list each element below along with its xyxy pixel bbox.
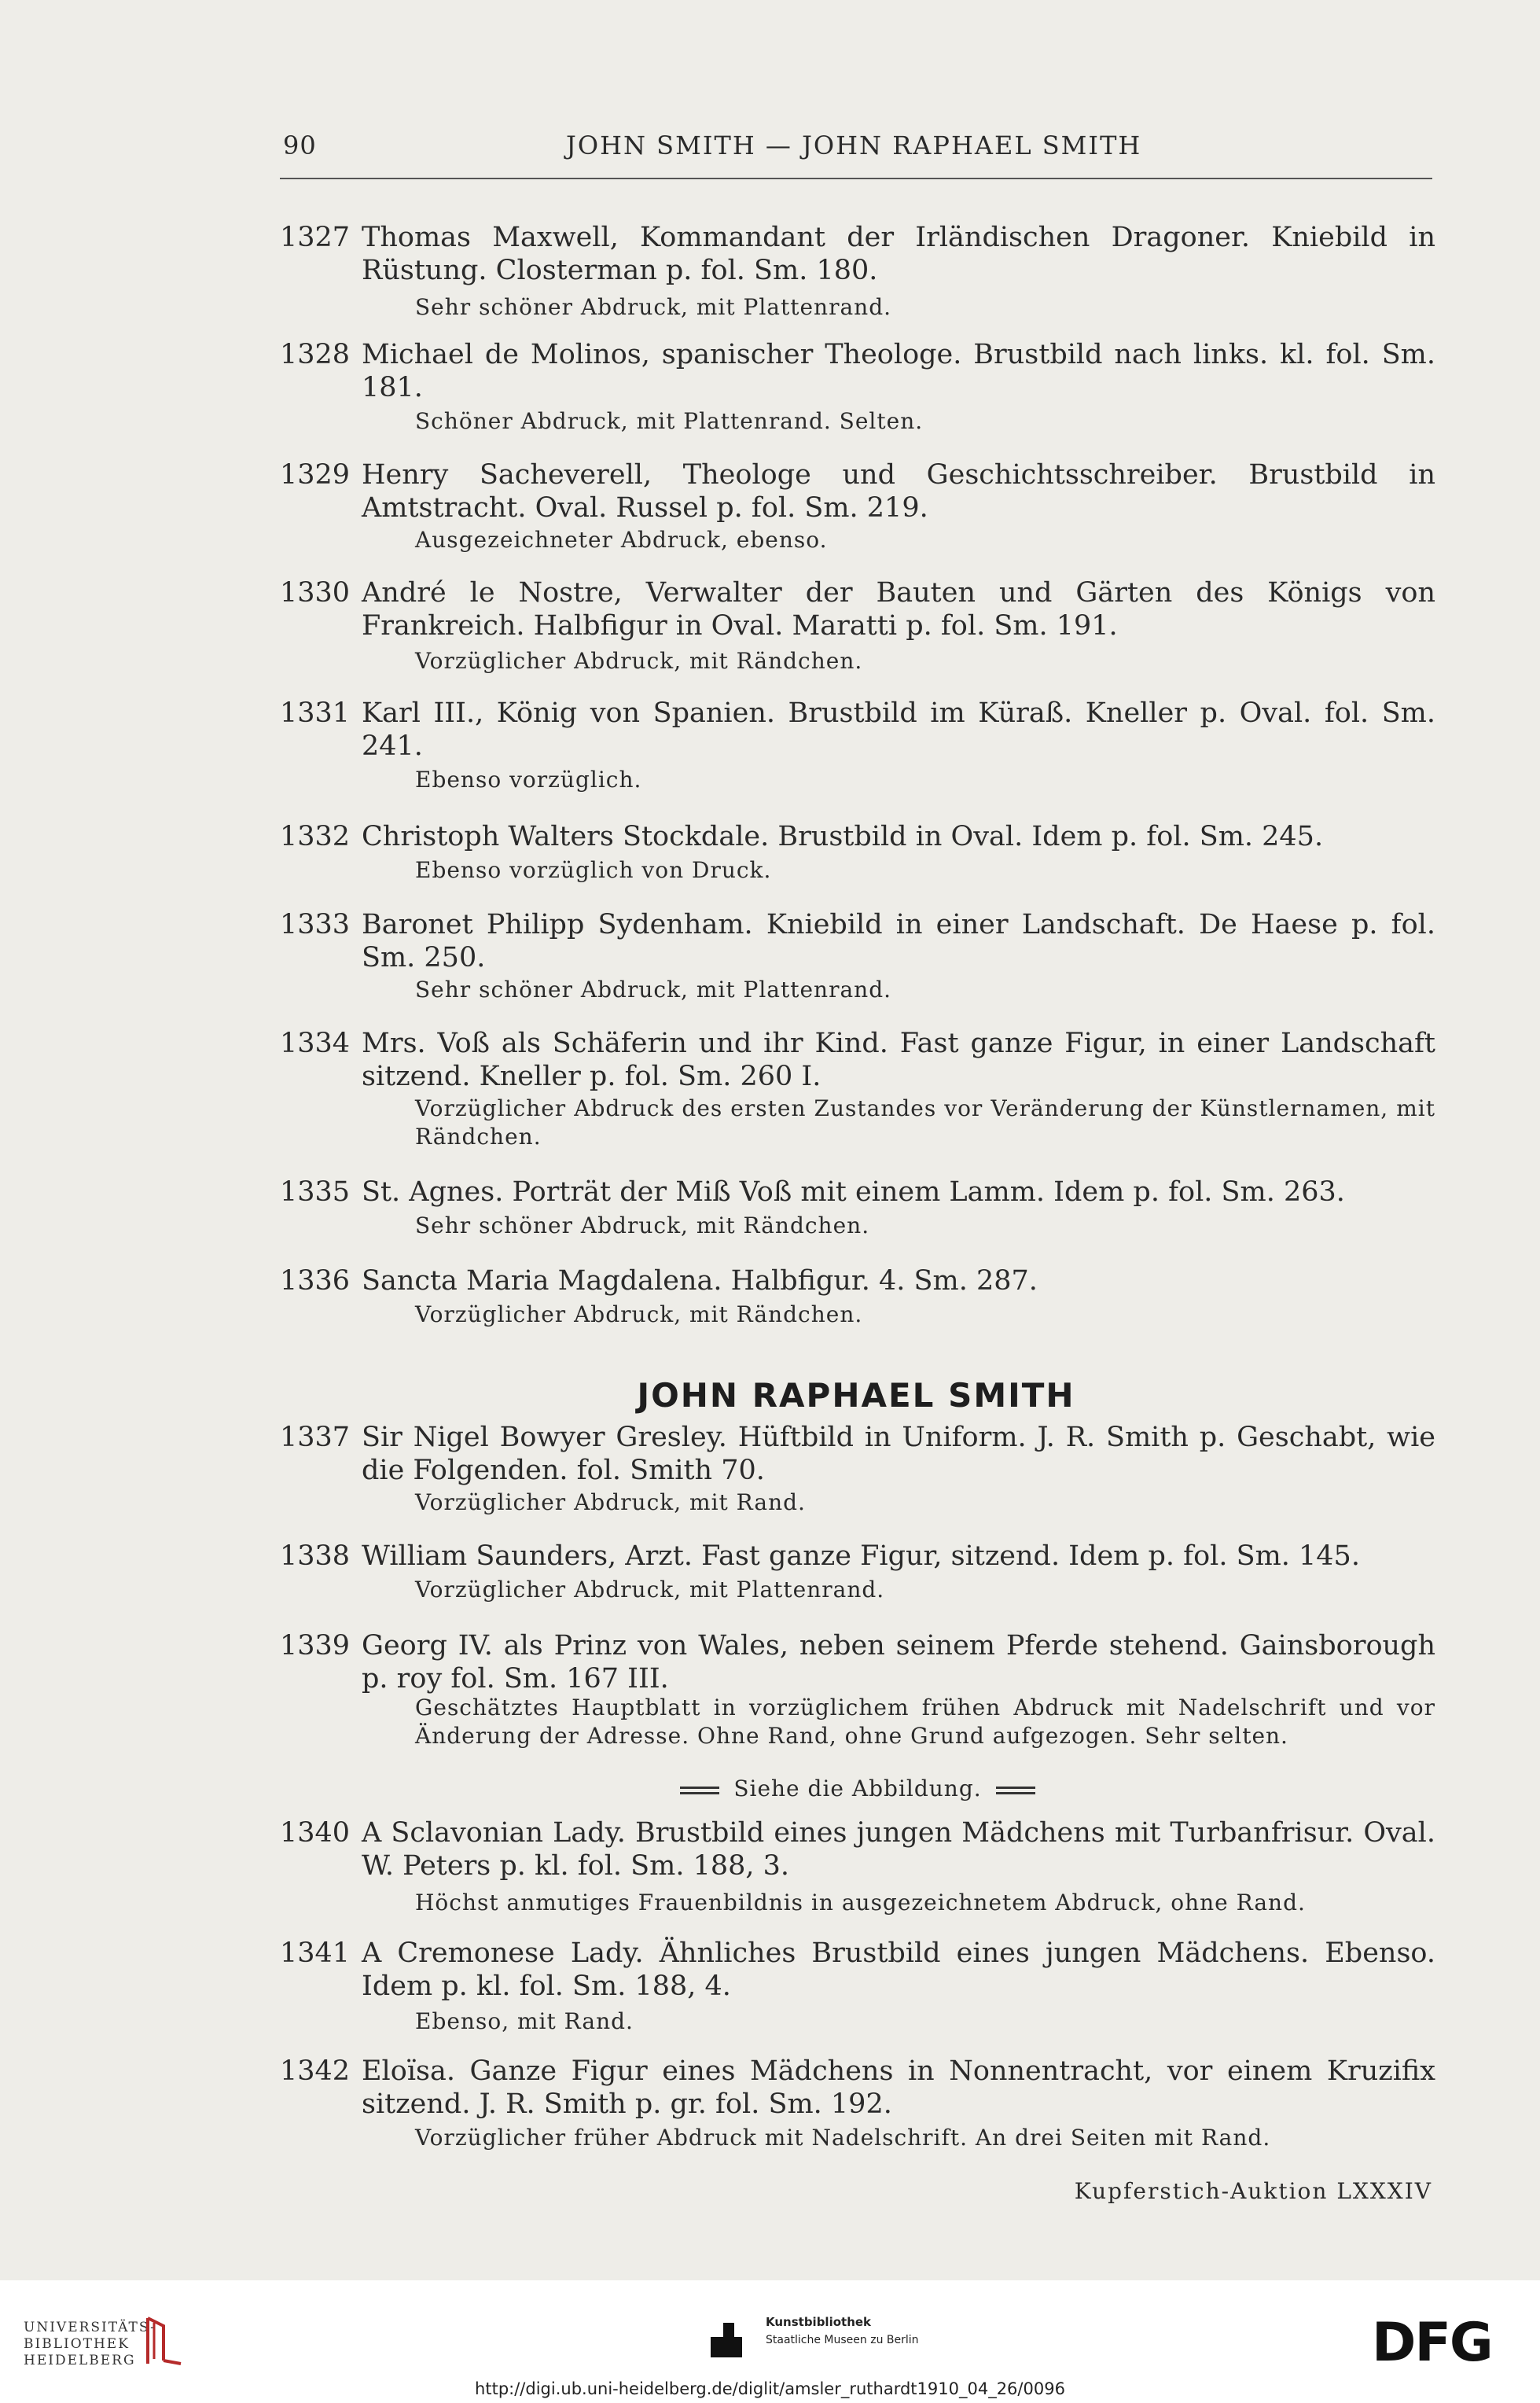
library-name: Kunstbibliothek [766,2315,872,2329]
university-line: BIBLIOTHEK [24,2336,130,2352]
kunstbibliothek-label [766,2313,919,2349]
lot-title: André le Nostre, Verwalter der Bauten und Gärten des Königs von Frankreich. Halbfigur in Oval. Maratti p. fol. Sm. 191. [362,577,1435,642]
lot-number: 1334 [280,1028,351,1059]
lot-number: 1333 [280,909,351,940]
see-illustration-text: Siehe die Abbildung. [733,1776,982,1801]
double-rule-left [680,1787,719,1794]
lot-title: Baronet Philipp Sydenham. Kniebild in einer Landschaft. De Haese p. fol. Sm. 250. [362,909,1435,973]
kunstbibliothek-logo-icon [703,2320,750,2361]
lot-note: Vorzüglicher Abdruck des ersten Zustandes vor Veränderung der Künstlernamen, mit Rändchen. [415,1095,1435,1150]
lot-number: 1340 [280,1817,351,1849]
lot-number: 1331 [280,697,351,729]
lot-title: Michael de Molinos, spanischer Theologe. Brustbild nach links. kl. fol. Sm. 181. [362,339,1435,403]
lot-number: 1337 [280,1422,351,1453]
header-rule [280,178,1432,179]
footer-bar [0,2280,1540,2403]
lot-title: A Sclavonian Lady. Brustbild eines jungen Mädchens mit Turbanfrisur. Oval. W. Peters p. kl. fol. Sm. 188, 3. [362,1817,1435,1882]
lot-title: William Saunders, Arzt. Fast ganze Figur, sitzend. Idem p. fol. Sm. 145. [362,1540,1360,1572]
lot-note: Sehr schöner Abdruck, mit Rändchen. [415,1213,870,1238]
lot-note: Sehr schöner Abdruck, mit Plattenrand. [415,294,892,320]
university-line: HEIDELBERG [24,2353,136,2368]
section-heading: JOHN RAPHAEL SMITH [637,1376,1075,1415]
lot-note: Schöner Abdruck, mit Plattenrand. Selten. [415,408,924,434]
lot-note: Vorzüglicher früher Abdruck mit Nadelschrift. An drei Seiten mit Rand. [415,2125,1271,2151]
lot-number: 1342 [280,2055,351,2087]
lot-title: St. Agnes. Porträt der Miß Voß mit einem Lamm. Idem p. fol. Sm. 263. [362,1176,1345,1208]
lot-title: Mrs. Voß als Schäferin und ihr Kind. Fast ganze Figur, in einer Landschaft sitzend. Kneller p. fol. Sm. 260 I. [362,1028,1435,1092]
lot-title: A Cremonese Lady. Ähnliches Brustbild eines jungen Mädchens. Ebenso. Idem p. kl. fol. Sm. 188, 4. [362,1937,1435,2002]
lot-title: Christoph Walters Stockdale. Brustbild in Oval. Idem p. fol. Sm. 245. [362,821,1324,852]
catalogue-label: Kupferstich-Auktion LXXXIV [1074,2178,1432,2204]
lot-number: 1335 [280,1176,351,1208]
lot-number: 1338 [280,1540,351,1572]
lot-number: 1328 [280,339,351,370]
university-line: UNIVERSITÄTS- [24,2320,156,2335]
double-rule-right [996,1787,1035,1794]
library-subtitle: Staatliche Museen zu Berlin [766,2334,919,2346]
lot-note: Vorzüglicher Abdruck, mit Rand. [415,1489,806,1515]
see-illustration-note [280,1776,1435,1801]
lot-note: Vorzüglicher Abdruck, mit Plattenrand. [415,1577,885,1603]
lot-note: Ebenso vorzüglich von Druck. [415,857,772,883]
dfg-logo: DFG [1372,2312,1492,2374]
lot-note: Höchst anmutiges Frauenbildnis in ausgezeichnetem Abdruck, ohne Rand. [415,1890,1306,1915]
lot-number: 1327 [280,222,351,253]
lot-title: Sir Nigel Bowyer Gresley. Hüftbild in Uniform. J. R. Smith p. Geschabt, wie die Folgenden. fol. Smith 70. [362,1422,1435,1486]
lot-title: Thomas Maxwell, Kommandant der Irländischen Dragoner. Kniebild in Rüstung. Closterman p. fol. Sm. 180. [362,222,1435,286]
lot-note: Geschätztes Hauptblatt in vorzüglichem frühen Abdruck mit Nadelschrift und vor Änderung der Adresse. Ohne Rand, ohne Grund aufgezogen. Sehr selten. [415,1695,1435,1749]
permalink-url[interactable]: http://digi.ub.uni-heidelberg.de/diglit/amsler_ruthardt1910_04_26/0096 [475,2379,1065,2398]
lot-note: Vorzüglicher Abdruck, mit Rändchen. [415,648,863,674]
lot-note: Ebenso, mit Rand. [415,2008,634,2034]
lot-number: 1332 [280,821,351,852]
lot-title: Sancta Maria Magdalena. Halbfigur. 4. Sm. 287. [362,1265,1038,1297]
lot-title: Henry Sacheverell, Theologe und Geschichtsschreiber. Brustbild in Amtstracht. Oval. Russel p. fol. Sm. 219. [362,459,1435,524]
lot-title: Karl III., König von Spanien. Brustbild im Küraß. Kneller p. Oval. fol. Sm. 241. [362,697,1435,762]
university-logo-icon [132,2315,187,2367]
lot-note: Sehr schöner Abdruck, mit Plattenrand. [415,977,892,1003]
lot-number: 1336 [280,1265,351,1297]
lot-number: 1330 [280,577,351,609]
lot-note: Ausgezeichneter Abdruck, ebenso. [415,527,828,553]
lot-number: 1339 [280,1630,351,1661]
lot-note: Vorzüglicher Abdruck, mit Rändchen. [415,1301,863,1327]
lot-title: Georg IV. als Prinz von Wales, neben seinem Pferde stehend. Gainsborough p. roy fol. Sm. 167 III. [362,1630,1435,1695]
lot-number: 1329 [280,459,351,491]
running-title: JOHN SMITH — JOHN RAPHAEL SMITH [566,131,1142,160]
lot-number: 1341 [280,1937,351,1969]
lot-note: Ebenso vorzüglich. [415,767,642,793]
page-number: 90 [283,131,317,160]
lot-title: Eloïsa. Ganze Figur eines Mädchens in Nonnentracht, vor einem Kruzifix sitzend. J. R. Smith p. gr. fol. Sm. 192. [362,2055,1435,2120]
